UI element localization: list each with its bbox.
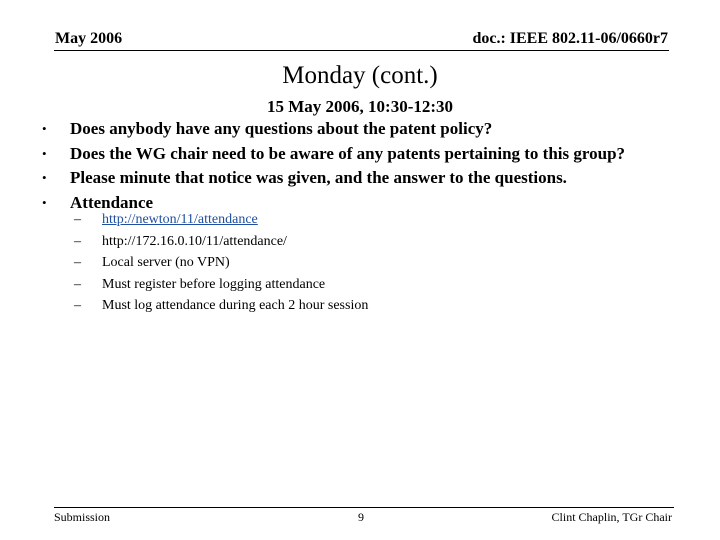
- bullet-text: Please minute that notice was given, and the answer to the questions.: [70, 168, 567, 187]
- footer-divider: [54, 507, 674, 508]
- slide-subtitle: 15 May 2006, 10:30-12:30: [266, 97, 454, 116]
- bullet-text: Does the WG chair need to be aware of any patents pertaining to this group?: [70, 143, 626, 163]
- sub-bullet-text: http://172.16.0.10/11/attendance/: [102, 233, 287, 249]
- footer-submission: Submission: [54, 510, 111, 524]
- sub-bullet-marker: –: [74, 298, 81, 313]
- bullet-marker: •: [42, 170, 47, 185]
- sub-bullet-marker: –: [74, 233, 81, 249]
- sub-bullet-marker: –: [74, 276, 81, 292]
- sub-bullet-text: Local server (no VPN): [102, 255, 230, 270]
- header-doc-id: doc.: IEEE 802.11-06/0660r7: [472, 30, 668, 47]
- bullet-marker: •: [42, 121, 47, 136]
- bullet-text: Does anybody have any questions about the patent policy?: [70, 119, 493, 138]
- bullet-marker: •: [42, 194, 47, 210]
- sub-bullet-marker: –: [74, 212, 81, 227]
- attendance-link[interactable]: http://newton/11/attendance: [102, 212, 258, 227]
- bullet-marker: •: [42, 145, 47, 161]
- bullet-text: Attendance: [70, 192, 154, 212]
- header-date: May 2006: [55, 30, 123, 47]
- sub-bullet-marker: –: [74, 255, 81, 270]
- footer-author: Clint Chaplin, TGr Chair: [551, 510, 672, 524]
- sub-bullet-text: Must log attendance during each 2 hour session: [102, 298, 369, 313]
- header-divider: [54, 50, 669, 51]
- footer-page-number: 9: [358, 510, 364, 524]
- slide-title: Monday (cont.): [282, 62, 438, 89]
- sub-bullet-text: Must register before logging attendance: [102, 276, 326, 292]
